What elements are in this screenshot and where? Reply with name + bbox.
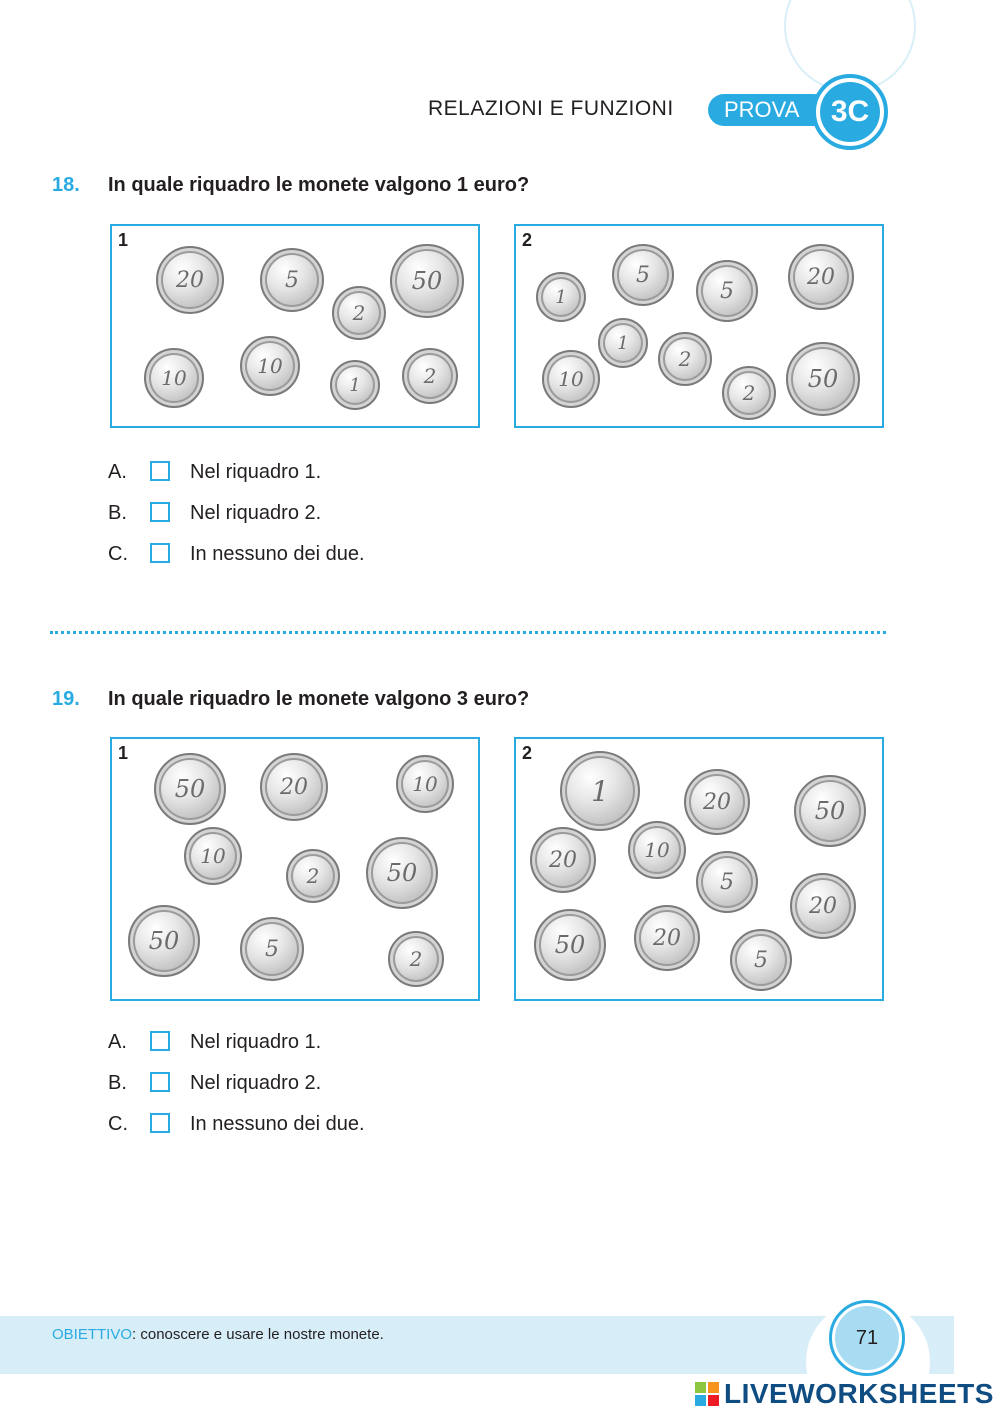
option-letter: C. <box>108 1113 128 1135</box>
coin-20-cent: 20 <box>684 769 750 835</box>
coin-20-cent: 20 <box>788 244 854 310</box>
answer-checkbox-a[interactable] <box>150 461 170 481</box>
option-text: In nessuno dei due. <box>190 543 365 565</box>
coin-20-cent: 20 <box>530 827 596 893</box>
test-label-pill: PROVA <box>708 94 830 126</box>
answer-checkbox-c[interactable] <box>150 1113 170 1133</box>
coin-2-cent: 2 <box>286 849 340 903</box>
coin-20-cent: 20 <box>156 246 224 314</box>
coin-50-cent: 50 <box>534 909 606 981</box>
test-code-badge: 3C <box>820 82 880 142</box>
coin-2-cent: 2 <box>402 348 458 404</box>
coin-10-cent: 10 <box>240 336 300 396</box>
coin-20-cent: 20 <box>790 873 856 939</box>
coin-1-euro: 1 <box>560 751 640 831</box>
coin-1-cent: 1 <box>536 272 586 322</box>
option-letter: B. <box>108 1072 127 1094</box>
coin-20-cent: 20 <box>634 905 700 971</box>
brand-name: LIVEWORKSHEETS <box>724 1378 994 1409</box>
question-19-box-1 <box>110 737 480 1001</box>
answer-checkbox-b[interactable] <box>150 1072 170 1092</box>
option-text: Nel riquadro 1. <box>190 1031 322 1053</box>
coin-5-cent: 5 <box>730 929 792 991</box>
coin-2-cent: 2 <box>388 931 444 987</box>
coin-50-cent: 50 <box>154 753 226 825</box>
coin-50-cent: 50 <box>794 775 866 847</box>
coin-10-cent: 10 <box>396 755 454 813</box>
option-letter: C. <box>108 543 128 565</box>
section-title: RELAZIONI E FUNZIONI <box>428 97 674 120</box>
coin-50-cent: 50 <box>786 342 860 416</box>
box-label: 2 <box>522 743 533 763</box>
option-text: Nel riquadro 2. <box>190 1072 322 1094</box>
option-text: Nel riquadro 2. <box>190 502 322 524</box>
option-letter: A. <box>108 1031 127 1053</box>
objective-label: OBIETTIVO <box>52 1326 133 1343</box>
answer-checkbox-c[interactable] <box>150 543 170 563</box>
question-19-box-2 <box>514 737 884 1001</box>
coin-5-cent: 5 <box>696 260 758 322</box>
objective-line <box>52 1326 384 1343</box>
coin-50-cent: 50 <box>128 905 200 977</box>
coin-10-cent: 10 <box>144 348 204 408</box>
box-label: 2 <box>522 230 533 250</box>
answer-checkbox-a[interactable] <box>150 1031 170 1051</box>
coin-10-cent: 10 <box>628 821 686 879</box>
box-label: 1 <box>118 743 129 763</box>
section-divider <box>50 631 886 634</box>
coin-5-cent: 5 <box>696 851 758 913</box>
coin-5-cent: 5 <box>240 917 304 981</box>
coin-1-cent: 1 <box>598 318 648 368</box>
option-letter: A. <box>108 461 127 483</box>
coin-5-cent: 5 <box>260 248 324 312</box>
coin-50-cent: 50 <box>390 244 464 318</box>
question-19-number: 19. <box>52 688 80 710</box>
page-number: 71 <box>835 1306 899 1370</box>
coin-10-cent: 10 <box>184 827 242 885</box>
coin-2-cent: 2 <box>658 332 712 386</box>
objective-text: : conoscere e usare le nostre monete. <box>132 1326 384 1343</box>
coin-2-cent: 2 <box>332 286 386 340</box>
answer-checkbox-b[interactable] <box>150 502 170 522</box>
liveworksheets-logo-icon <box>694 1381 720 1407</box>
coin-5-cent: 5 <box>612 244 674 306</box>
coin-1-cent: 1 <box>330 360 380 410</box>
liveworksheets-watermark <box>694 1378 994 1410</box>
question-18-text: In quale riquadro le monete valgono 1 euro? <box>108 174 530 196</box>
option-text: In nessuno dei due. <box>190 1113 365 1135</box>
option-text: Nel riquadro 1. <box>190 461 322 483</box>
question-19-text: In quale riquadro le monete valgono 3 euro? <box>108 688 530 710</box>
question-18-number: 18. <box>52 174 80 196</box>
box-label: 1 <box>118 230 129 250</box>
question-18-box-1 <box>110 224 480 428</box>
question-18-box-2 <box>514 224 884 428</box>
coin-50-cent: 50 <box>366 837 438 909</box>
option-letter: B. <box>108 502 127 524</box>
coin-10-cent: 10 <box>542 350 600 408</box>
coin-2-cent: 2 <box>722 366 776 420</box>
coin-20-cent: 20 <box>260 753 328 821</box>
